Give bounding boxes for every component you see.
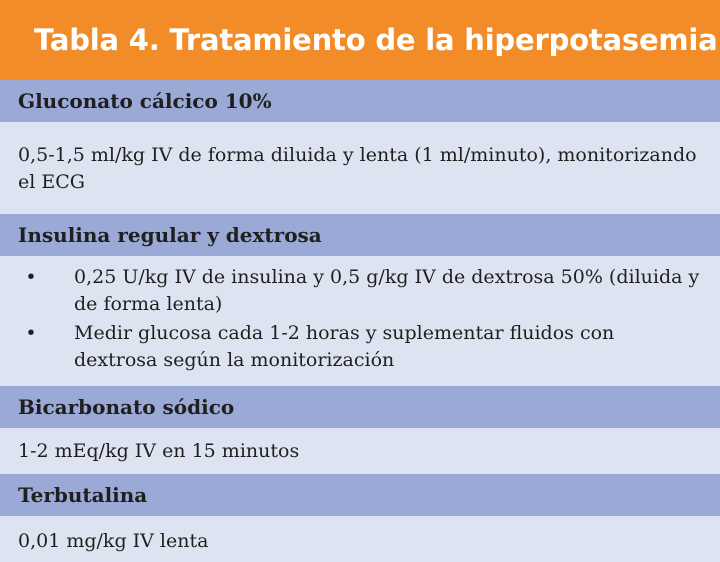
list-item-text: 0,25 U/kg IV de insulina y 0,5 g/kg IV de dextrosa 50% (diluida y de forma lenta) [74, 266, 700, 315]
section-body-insulin-dextrose [0, 256, 720, 386]
list-item [18, 264, 702, 318]
section-header-sodium-bicarbonate: Bicarbonato sódico [0, 386, 720, 428]
section-body-terbutaline: 0,01 mg/kg IV lenta [0, 516, 720, 562]
bullet-icon: • [25, 266, 37, 288]
table-title: Tabla 4. Tratamiento de la hiperpotasemia [0, 0, 720, 80]
list-item-text: Medir glucosa cada 1-2 horas y suplementar fluidos con dextrosa según la monitorización [74, 322, 615, 371]
section-header-insulin-dextrose: Insulina regular y dextrosa [0, 214, 720, 256]
bullet-icon: • [25, 322, 37, 344]
list-item [18, 320, 702, 374]
section-body-calcium-gluconate: 0,5-1,5 ml/kg IV de forma diluida y lenta (1 ml/minuto), monitorizando el ECG [0, 122, 720, 214]
section-body-sodium-bicarbonate: 1-2 mEq/kg IV en 15 minutos [0, 428, 720, 474]
insulin-bullet-list [18, 264, 702, 374]
section-header-calcium-gluconate: Gluconato cálcico 10% [0, 80, 720, 122]
section-header-terbutaline: Terbutalina [0, 474, 720, 516]
